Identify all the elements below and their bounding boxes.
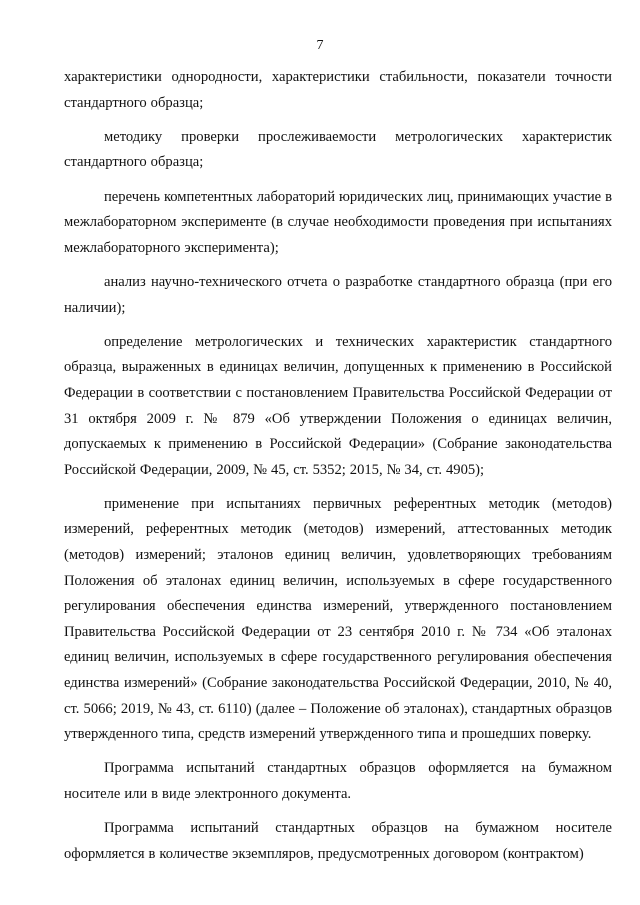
paragraph-traceability: методику проверки прослеживаемости метрологических характеристик стандартного образца; [64,128,612,171]
paragraph-program-format: Программа испытаний стандартных образцов оформляется на бумажном носителе или в виде электронного документа. [64,760,612,802]
paragraph-report-analysis: анализ научно-технического отчета о разработке стандартного образца (при его наличии); [64,273,612,316]
document-body [64,65,612,876]
paragraph-program-copies: Программа испытаний стандартных образцов на бумажном носителе оформляется в количестве экземпляров, предусмотренных договором (контрактом) [64,820,612,862]
paragraph-methods: применение при испытаниях первичных референтных методик (методов) измерений, референтных методик (методов) измерений, аттестованных методик (методов) измерений; эталонов единиц величин, удовлетворяющих требованиям Положения об эталонах единиц величин, используемых в сфере государственного регулирования обеспечения единства измерений, утвержденного постановлением Правительства Российской Федерации от 23 сентября 2010 г. № 734 «Об эталонах единиц величин, используемых в сфере государственного регулирования обеспечения единства измерений» (Собрание законодательства Российской Федерации, 2010, № 40, ст. 5066; 2019, № 43, ст. 6110) (далее – Положение об эталонах), стандартных образцов утвержденного типа, средств измерений утвержденного типа и прошедших поверку. [64,495,612,743]
paragraph-characteristics: определение метрологических и технических характеристик стандартного образца, выраженных в единицах величин, допущенных к применению в Российской Федерации в соответствии с постановлением Правительства Российской Федерации от 31 октября 2009 г. № 879 «Об утверждении Положения о единицах величин, допускаемых к применению в Российской Федерации» (Собрание законодательства Российской Федерации, 2009, № 45, ст. 5352; 2015, № 34, ст. 4905); [64,333,612,478]
paragraph-laboratories: перечень компетентных лабораторий юридических лиц, принимающих участие в межлабораторном эксперименте (в случае необходимости проведения при испытаниях межлабораторного эксперимента); [64,188,612,256]
page-number: 7 [316,38,324,53]
paragraph-homogeneity: характеристики однородности, характеристики стабильности, показатели точности стандартного образца; [64,69,612,111]
